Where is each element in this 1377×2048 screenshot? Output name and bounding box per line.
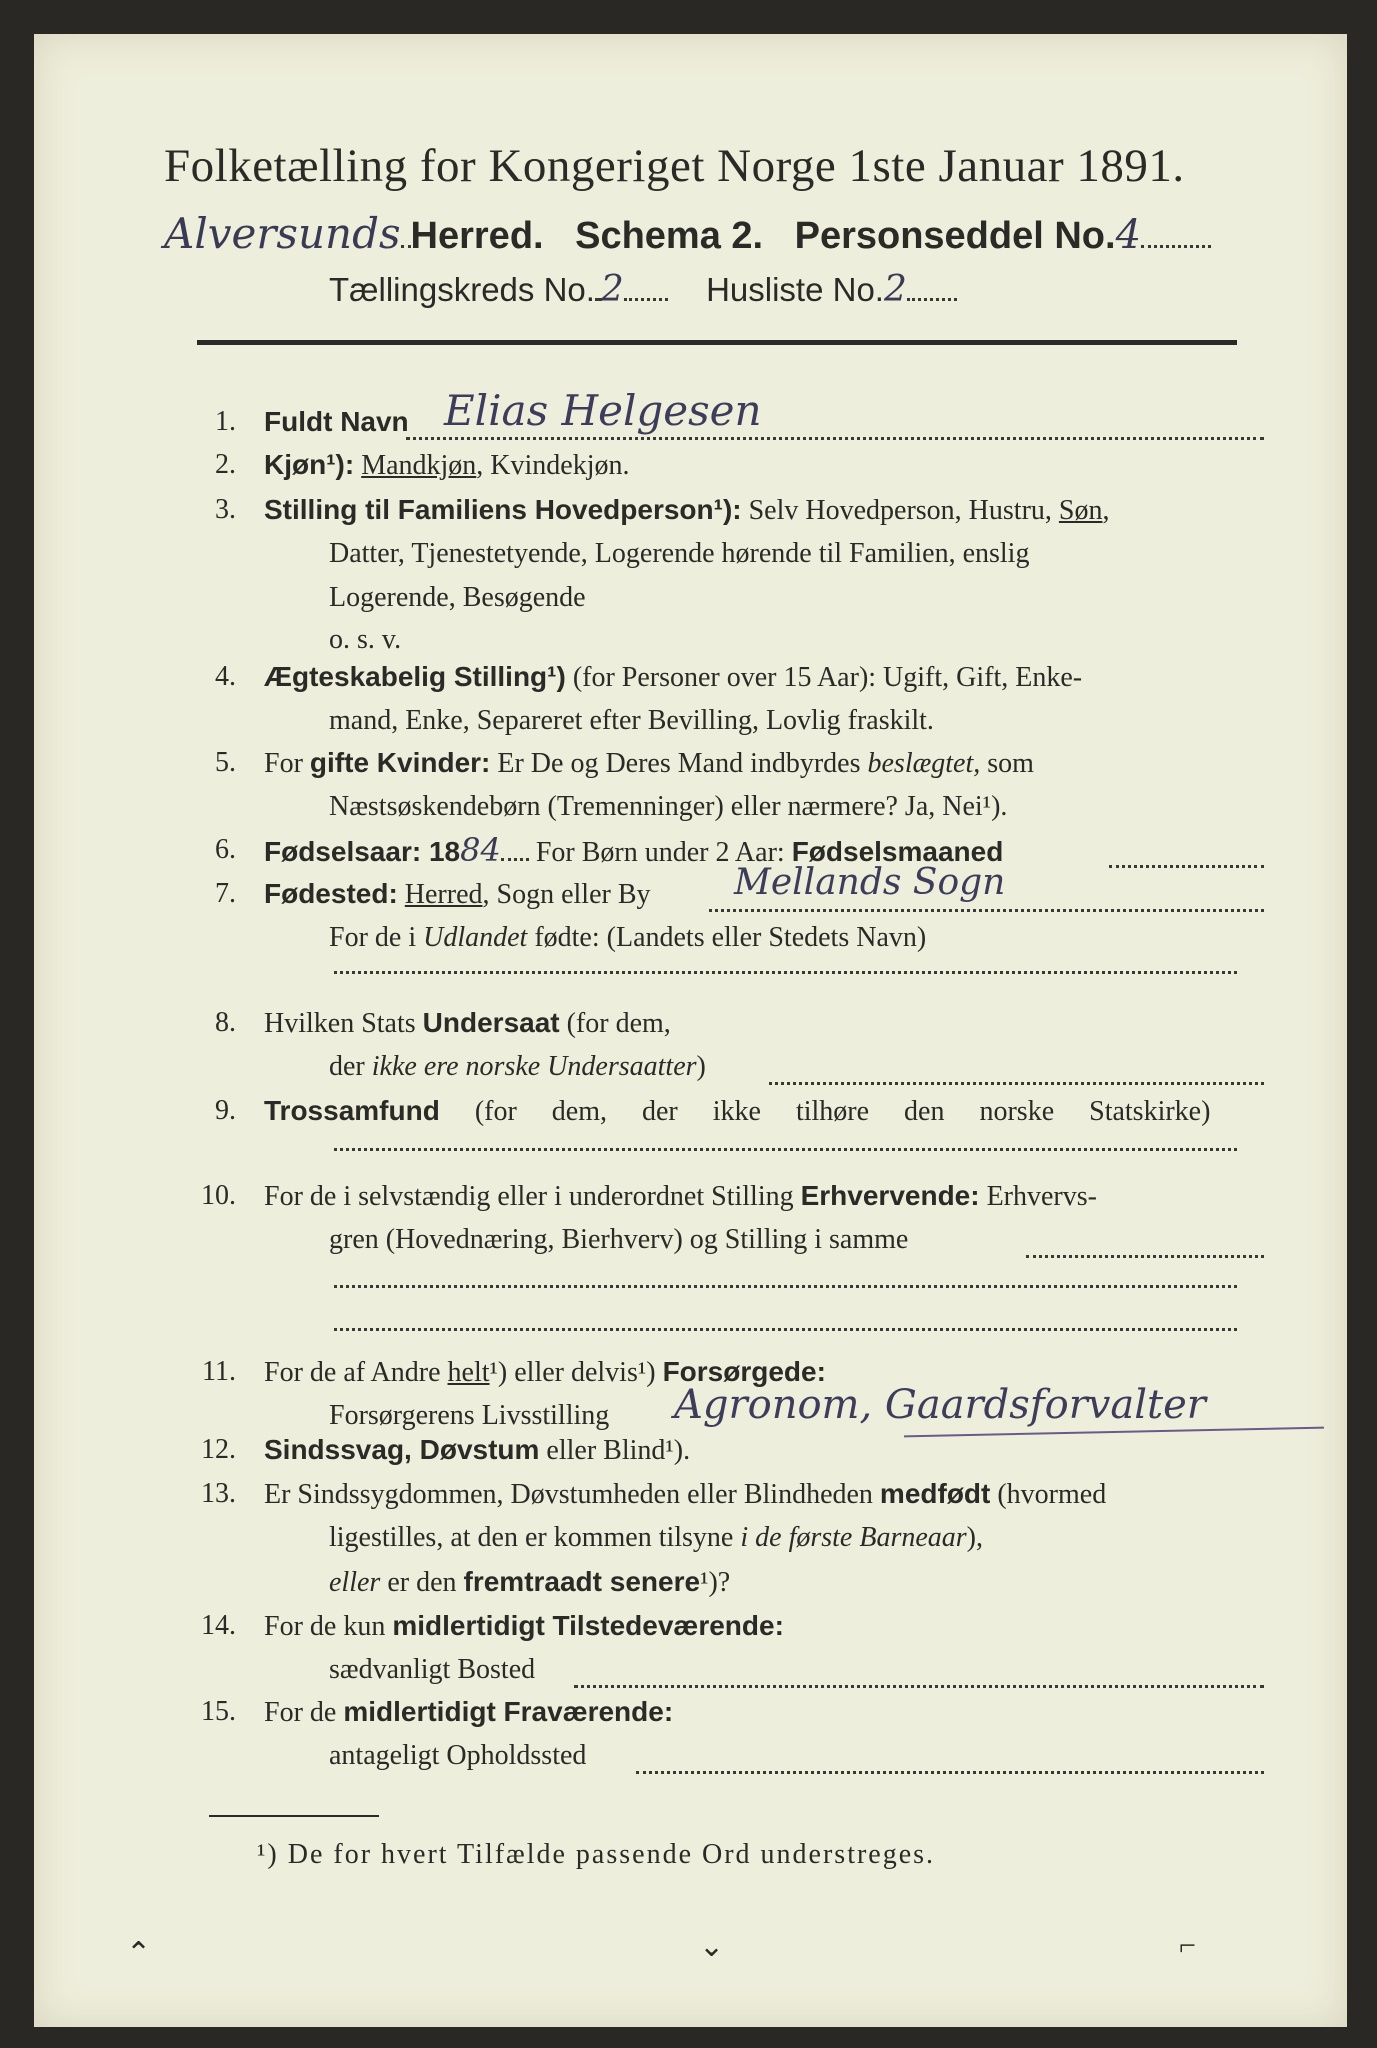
schema-label: Schema 2. (575, 215, 764, 257)
item-3-line-2: Datter, Tjenestetyende, Logerende hørende til Familien, enslig (329, 538, 1030, 569)
taellingskreds-number: 2 (600, 269, 624, 310)
personseddel-label: Personseddel No. (794, 215, 1116, 257)
item-8-prefix: Hvilken Stats (264, 1008, 423, 1039)
item-15-label: midlertidigt Fraværende: (343, 1696, 674, 1727)
item-10-line-2: gren (Hovednæring, Bierhverv) og Stilling i samme (329, 1224, 909, 1255)
item-13-line-2a: ligestilles, at den er kommen tilsyne (329, 1522, 741, 1553)
mandkjon-option: Mandkjøn (361, 450, 477, 481)
herred-option: Herred (404, 879, 483, 910)
item-13-line-2-italic: i de første Barneaar (740, 1522, 967, 1553)
item-4-text: (for Personer over 15 Aar): Ugift, Gift, Enke- (565, 662, 1083, 693)
corner-mark-center: ⌄ (699, 1930, 725, 1963)
item-6-text: For Børn under 2 Aar: (535, 837, 792, 868)
item-10-label: Erhvervende: (800, 1180, 980, 1211)
item-3-options-a: Selv Hovedperson, Hustru, (741, 495, 1059, 526)
item-13-line-3-italic: eller (329, 1567, 381, 1598)
item-5-italic: beslægtet, (867, 748, 981, 779)
item-15-line-2: antageligt Opholdssted (329, 1740, 587, 1771)
helt-option: helt (447, 1357, 490, 1388)
corner-mark-right: ⌐ (1179, 1929, 1196, 1962)
item-15: 15. For de midlertidigt Fraværende: antageligt Opholdssted (174, 1692, 1264, 1782)
son-option: Søn (1058, 495, 1103, 526)
item-5-label: gifte Kvinder: (309, 747, 491, 778)
header-divider (197, 340, 1237, 345)
item-11-text: For de af Andre (264, 1357, 448, 1388)
item-8-label: Undersaat (422, 1007, 560, 1038)
item-8-line-2a: der (329, 1051, 372, 1082)
kvindekjon-option: , Kvindekjøn. (476, 450, 630, 481)
item-15-text: For de (264, 1697, 344, 1728)
fuldt-navn-handwritten: Elias Helgesen (444, 386, 762, 435)
item-12-label: Sindssvag, Døvstum (264, 1434, 540, 1465)
item-7-label: Fødested: (264, 878, 398, 909)
item-8-line-2b: ) (696, 1051, 706, 1082)
personseddel-number: 4 (1115, 212, 1142, 258)
forsorger-handwritten: Agronom, Gaardsforvalter (674, 1382, 1206, 1428)
item-8: 8. Hvilken Stats Undersaat (for dem, der ikke ere norske Undersaatter) (174, 1003, 1264, 1093)
item-12: 12. Sindssvag, Døvstum eller Blind¹). (201, 1434, 691, 1466)
item-13-label: medfødt (879, 1478, 991, 1509)
item-8-text: (for dem, (559, 1008, 671, 1039)
footnote: ¹) De for hvert Tilfælde passende Ord understreges. (257, 1839, 936, 1870)
item-9-blank-line (334, 1147, 1237, 1151)
item-10-blank-line-2 (334, 1327, 1237, 1331)
item-3-label: Stilling til Familiens Hovedperson¹): (264, 494, 742, 525)
item-5-prefix: For (264, 748, 310, 779)
item-2-label: Kjøn¹): (264, 449, 355, 480)
item-4-label: Ægteskabelig Stilling¹) (264, 661, 566, 692)
fodselsaar-handwritten: 84 (460, 831, 501, 869)
item-7: 7. Fødested: Herred, Sogn eller By For de i Udlandet fødte: (Landets eller Stedets Navn) (174, 874, 1264, 964)
item-13-text: Er Sindssygdommen, Døvstumheden eller Blindheden (264, 1479, 880, 1510)
item-3-line-3: Logerende, Besøgende (329, 582, 586, 613)
item-5-line-2: Næstsøskendebørn (Tremenninger) eller nærmere? Ja, Nei¹). (329, 791, 1008, 822)
item-10: 10. For de i selvstændig eller i underordnet Stilling Erhvervende: Erhvervs- gren (Hovednæring, Bierhverv) og Stilling i samme (174, 1176, 1264, 1266)
item-9-text: (for dem, der ikke tilhøre den norske Statskirke) (439, 1096, 1211, 1127)
item-7-line-2b: fødte: (Landets eller Stedets Navn) (527, 922, 927, 953)
item-13-line-2b: ), (966, 1522, 983, 1553)
header-line-3 (329, 269, 1129, 314)
item-7-blank-line (334, 970, 1237, 974)
item-11-label: Forsørgede: (662, 1356, 826, 1387)
item-3-comma: , (1102, 495, 1110, 526)
item-7-text: , Sogn eller By (482, 879, 651, 910)
item-1: 1. Fuldt Navn (174, 402, 1264, 442)
item-5-text-end: som (980, 748, 1034, 779)
item-13-text-2: (hvormed (990, 1479, 1107, 1510)
item-13-line-3-bold: fremtraadt senere (463, 1566, 701, 1597)
item-11-text-2: ¹) eller delvis¹) (489, 1357, 663, 1388)
item-14-label: midlertidigt Tilstedeværende: (392, 1610, 784, 1641)
corner-mark-left: ⌃ (126, 1937, 152, 1970)
fodested-handwritten: Mellands Sogn (734, 862, 1006, 903)
form-title: Folketælling for Kongeriget Norge 1ste Januar 1891. (164, 140, 1185, 192)
item-5-text: Er De og Deres Mand indbyrdes (490, 748, 868, 779)
item-6: 6. Fødselsaar: 1884 For Børn under 2 Aar: Fødselsmaaned (174, 830, 1264, 870)
item-10-text: For de i selvstændig eller i underordnet Stilling (264, 1181, 801, 1212)
item-14-line-2: sædvanligt Bosted (329, 1654, 536, 1685)
taellingskreds-label: Tællingskreds No. (329, 271, 595, 308)
header-line-2 (164, 209, 1244, 259)
item-7-line-2-italic: Udlandet (423, 922, 528, 953)
item-5: 5. For gifte Kvinder: Er De og Deres Mand indbyrdes beslægtet, som Næstsøskendebørn (Tremenninger) eller nærmere? Ja, Nei¹). (174, 743, 1264, 833)
item-4-line-2: mand, Enke, Separeret efter Bevilling, Lovlig fraskilt. (329, 705, 934, 736)
item-13-line-3b: ¹)? (700, 1567, 731, 1598)
item-10-blank-line-1 (334, 1284, 1237, 1288)
item-9: 9. Trossamfund (for dem, der ikke tilhøre den norske Statskirke) (215, 1095, 1211, 1127)
fodselsmaaned-label: Fødselsmaaned (791, 836, 1004, 867)
census-form-sheet (34, 34, 1347, 2027)
item-9-label: Trossamfund (264, 1095, 440, 1126)
item-13-line-3a: er den (380, 1567, 464, 1598)
item-14: 14. For de kun midlertidigt Tilstedeværende: sædvanligt Bosted (174, 1606, 1264, 1696)
item-2: 2. Kjøn¹): Mandkjøn, Kvindekjøn. (215, 449, 630, 481)
item-14-text: For de kun (264, 1611, 393, 1642)
item-10-text-2: Erhvervs- (979, 1181, 1097, 1212)
item-11-line-2: Forsørgerens Livsstilling (329, 1400, 610, 1431)
item-4: 4. Ægteskabelig Stilling¹) (for Personer over 15 Aar): Ugift, Gift, Enke- mand, Enke, Separeret efter Bevilling, Lovlig fraskilt. (174, 657, 1264, 747)
item-1-label: Fuldt Navn (264, 406, 409, 437)
herred-label: Herred. (410, 215, 544, 257)
item-3-line-4: o. s. v. (329, 624, 402, 655)
item-3: 3. Stilling til Familiens Hovedperson¹): Selv Hovedperson, Hustru, Søn, Datter, Tjenestetyende, Logerende hørende til Familien, enslig Logerende, Besøgende o. s. v. (174, 490, 1264, 670)
herred-handwritten: Alversunds (164, 209, 401, 258)
item-11: 11. For de af Andre helt¹) eller delvis¹) Forsørgede: Forsørgerens Livsstilling (174, 1352, 1264, 1442)
item-8-line-2-italic: ikke ere norske Undersaatter (371, 1051, 697, 1082)
item-12-text: eller Blind¹). (539, 1435, 691, 1466)
item-6-label: Fødselsaar: 18 (264, 836, 461, 867)
footnote-divider (209, 1815, 379, 1817)
item-7-line-2a: For de i (329, 922, 424, 953)
husliste-label: Husliste No. (706, 271, 884, 308)
husliste-number: 2 (883, 269, 907, 310)
item-13: 13. Er Sindssygdommen, Døvstumheden eller Blindheden medfødt (hvormed ligestilles, at den er kommen tilsyne i de første Barneaar), eller er den fremtraadt senere¹)? (201, 1478, 1107, 1598)
